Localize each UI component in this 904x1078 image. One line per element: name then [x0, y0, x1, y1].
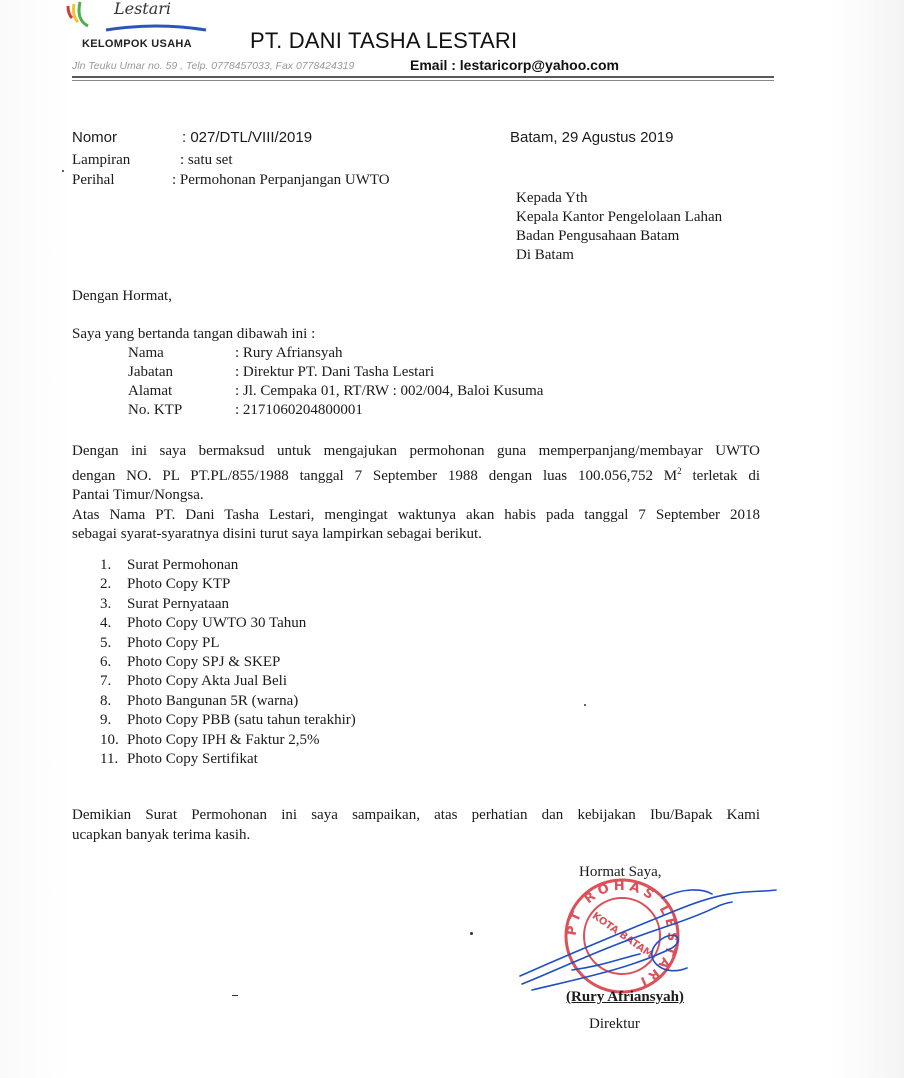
- letterhead-rule-thin: [72, 80, 774, 81]
- stamp-center-text: KOTA BATAM: [589, 910, 655, 961]
- identity-value-nama: : Rury Afriansyah: [235, 345, 343, 361]
- signer-name: (Rury Afriansyah): [566, 989, 684, 1005]
- list-item: [100, 711, 356, 730]
- list-item: [100, 731, 356, 750]
- stamp-ring-text: PT ROHAS LESTARI: [564, 878, 680, 991]
- list-item: [100, 672, 356, 691]
- identity-value-jabatan: : Direktur PT. Dani Tasha Lestari: [235, 364, 435, 380]
- stamp-and-signature: [512, 858, 782, 1008]
- logo-swoosh-yellow: [74, 4, 79, 22]
- greeting: Dengan Hormat,: [72, 288, 172, 304]
- closing-paragraph: [72, 806, 760, 845]
- list-item-text: Photo Copy SPJ & SKEP: [127, 654, 281, 671]
- list-item-number: 7.: [100, 673, 112, 690]
- list-item: [100, 575, 356, 594]
- request-line-2a: dengan NO. PL PT.PL/855/1988 tanggal 7 September 1988 dengan luas 100.056,752 M: [72, 467, 678, 484]
- intro-sentence: Saya yang bertanda tangan dibawah ini :: [72, 326, 316, 342]
- place-date: Batam, 29 Agustus 2019: [510, 129, 674, 146]
- identity-label-ktp: No. KTP: [128, 402, 183, 418]
- recipient-line-2: Kepala Kantor Pengelolaan Lahan: [516, 209, 723, 225]
- perihal-label: Perihal: [72, 172, 115, 188]
- nomor-label: Nomor: [72, 129, 118, 146]
- lampiran-value: : satu set: [180, 152, 233, 168]
- area-superscript: 2: [677, 465, 682, 476]
- perihal-value: : Permohonan Perpanjangan UWTO: [172, 172, 390, 188]
- list-item-number: 8.: [100, 692, 112, 709]
- request-line-4: Atas Nama PT. Dani Tasha Lestari, mengingat waktunya akan habis pada tanggal 7 September 2018: [72, 506, 760, 523]
- identity-label-alamat: Alamat: [128, 383, 173, 399]
- list-item-text: Photo Copy Sertifikat: [127, 751, 258, 768]
- group-name: KELOMPOK USAHA: [82, 38, 192, 50]
- list-item-number: 10.: [100, 731, 119, 748]
- company-address: Jln Teuku Umar no. 59 , Telp. 0778457033, Fax 0778424319: [72, 60, 355, 72]
- company-stamp: [565, 879, 680, 992]
- letterhead-rule: [72, 76, 774, 78]
- identity-value-alamat: : Jl. Cempaka 01, RT/RW : 002/004, Baloi Kusuma: [235, 383, 544, 399]
- request-line-2b: terletak di: [681, 467, 760, 484]
- request-line-1: Dengan ini saya bermaksud untuk mengajukan permohonan guna memperpanjang/membayar UWTO: [72, 443, 760, 459]
- list-item-text: Photo Copy PBB (satu tahun terakhir): [127, 712, 356, 729]
- list-item-text: Photo Copy UWTO 30 Tahun: [127, 615, 307, 632]
- logo-swoosh-green: [79, 2, 88, 26]
- request-paragraph: [72, 442, 760, 545]
- recipient-line-3: Badan Pengusahaan Batam: [516, 228, 680, 244]
- list-item: [100, 595, 356, 614]
- list-item-text: Surat Permohonan: [127, 557, 239, 573]
- logo-swoosh-red: [68, 6, 72, 18]
- list-item-text: Photo Copy IPH & Faktur 2,5%: [127, 731, 320, 748]
- list-item: [100, 692, 356, 711]
- sign-salutation: Hormat Saya,: [579, 864, 662, 880]
- request-line-2: [72, 462, 760, 487]
- speck: [232, 995, 238, 996]
- logo-script-text: Lestari: [114, 0, 172, 18]
- nomor-value: : 027/DTL/VIII/2019: [182, 129, 313, 146]
- identity-value-ktp: : 2171060204800001: [235, 402, 363, 418]
- request-line-3: Pantai Timur/Nongsa.: [72, 487, 204, 503]
- list-item-number: 11.: [100, 751, 119, 768]
- speck: [62, 170, 64, 172]
- recipient-line-1: Kepada Yth: [516, 190, 588, 206]
- signer-position: Direktur: [589, 1016, 640, 1032]
- list-item-text: Photo Copy PL: [127, 634, 220, 651]
- list-item: [100, 556, 356, 575]
- list-item-number: 3.: [100, 595, 112, 612]
- list-item-number: 5.: [100, 634, 112, 651]
- list-item-text: Photo Copy Akta Jual Beli: [127, 673, 288, 690]
- list-item-number: 2.: [100, 576, 112, 593]
- list-item-text: Surat Pernyataan: [127, 595, 230, 612]
- list-item: [100, 614, 356, 633]
- list-item-text: Photo Copy KTP: [127, 576, 231, 593]
- list-item: [100, 750, 356, 769]
- closing-line-2: ucapkan banyak terima kasih.: [72, 826, 251, 843]
- identity-label-jabatan: Jabatan: [128, 364, 173, 380]
- email-address[interactable]: lestaricorp@yahoo.com: [459, 57, 619, 73]
- list-item-number: 9.: [100, 712, 112, 729]
- request-line-5: sebagai syarat-syaratnya disini turut saya lampirkan sebagai berikut.: [72, 526, 482, 542]
- list-item-number: 6.: [100, 654, 112, 671]
- recipient-line-4: Di Batam: [516, 247, 574, 263]
- list-item: [100, 634, 356, 653]
- attachment-list: [100, 556, 356, 769]
- list-item-number: 4.: [100, 615, 112, 632]
- speck: [584, 704, 586, 706]
- speck: [470, 932, 473, 935]
- list-item-number: 1.: [100, 557, 112, 573]
- email-line: [410, 57, 619, 73]
- closing-line-1: Demikian Surat Permohonan ini saya sampaikan, atas perhatian dan kebijakan Ibu/Bapak Kami: [72, 807, 760, 823]
- list-item-text: Photo Bangunan 5R (warna): [127, 692, 299, 709]
- logo-swoosh-blue: [106, 26, 206, 30]
- identity-label-nama: Nama: [128, 345, 164, 361]
- company-name: PT. DANI TASHA LESTARI: [250, 28, 518, 53]
- lampiran-label: Lampiran: [72, 152, 131, 168]
- email-label: Email :: [410, 57, 456, 73]
- list-item: [100, 653, 356, 672]
